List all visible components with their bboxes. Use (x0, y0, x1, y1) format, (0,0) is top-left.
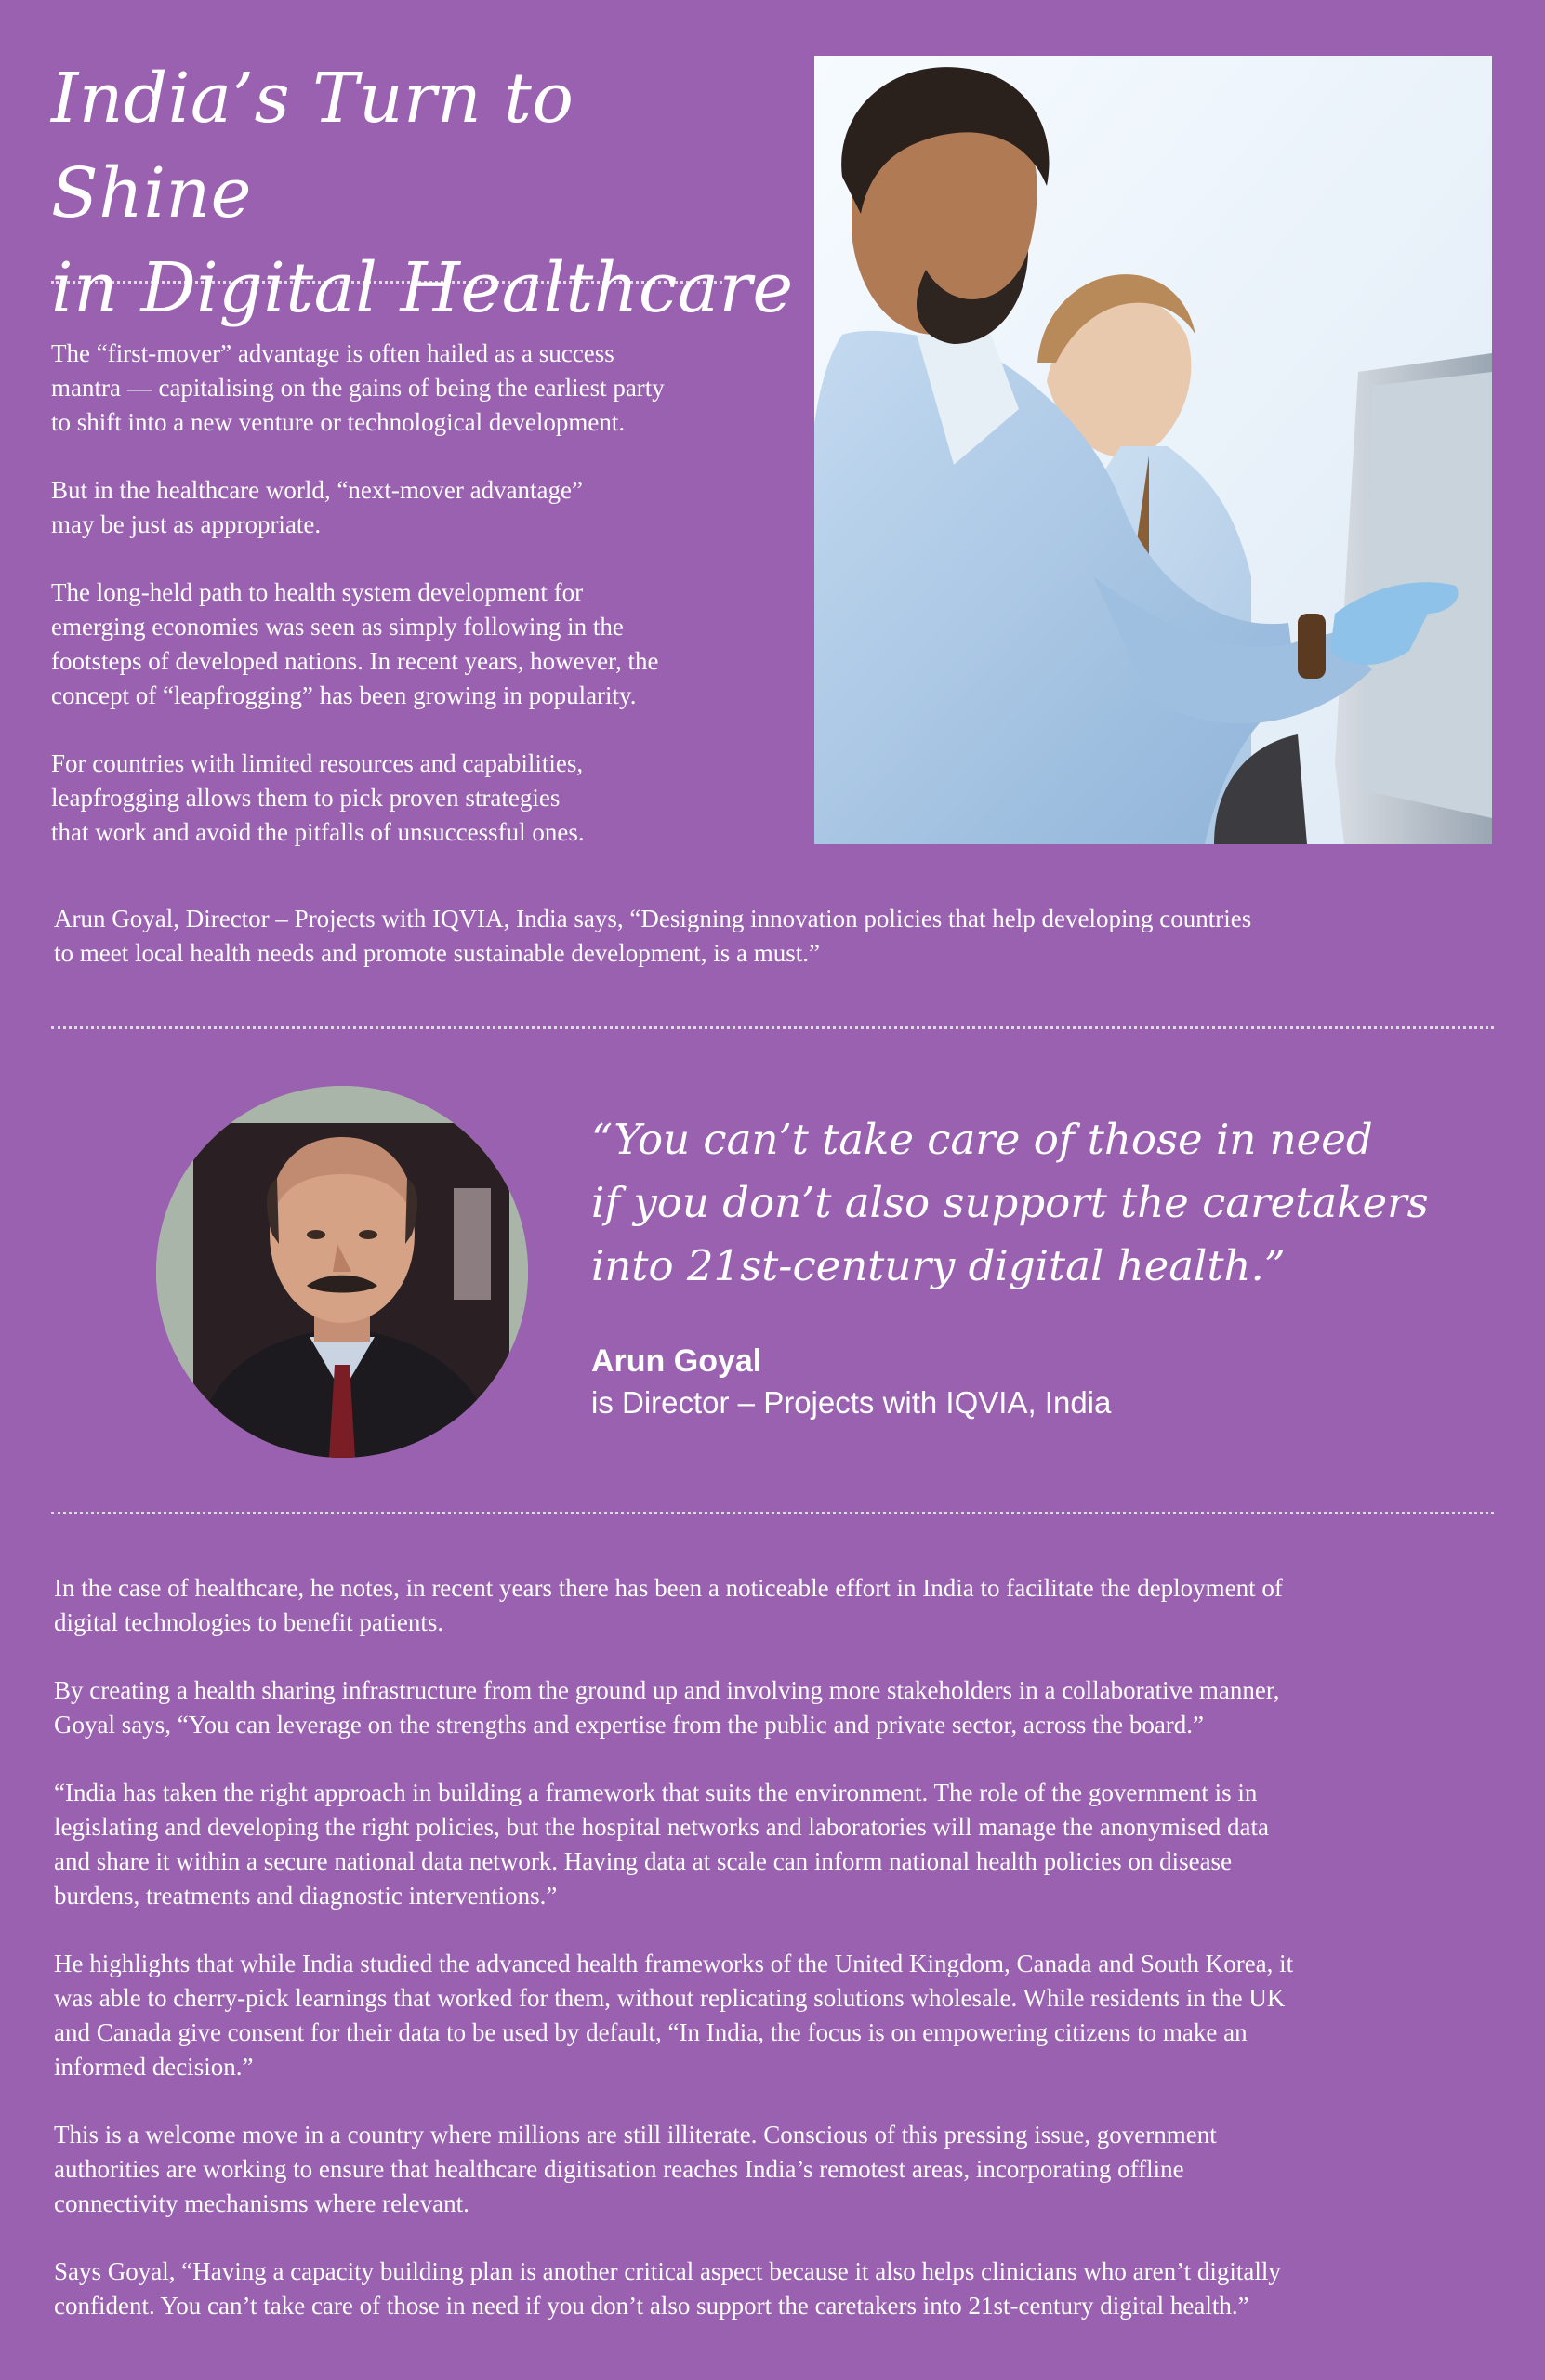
intro-paragraph-1: The “first-mover” advantage is often hailed as a success mantra — capitalising on the gains of being the earliest party to shift into a new venture or technological development. (51, 339, 665, 436)
body-paragraph-4: He highlights that while India studied the advanced health frameworks of the United Kingdom, Canada and South Korea, it was able to cherry-pick learnings that worked for them, without replicating solutions wholesale. While residents in the UK and Canada give consent for their data to be used by default, “In India, the focus is on empowering citizens to make an informed decision.” (54, 1950, 1294, 2081)
intro-paragraph-4: For countries with limited resources and capabilities, leapfrogging allows them to pick proven strategies that work and avoid the pitfalls of unsuccessful ones. (51, 749, 585, 846)
body-paragraph-6: Says Goyal, “Having a capacity building plan is another critical aspect because it also helps clinicians who aren’t digitally confident. You can’t take care of those in need if you don’t also support the caretakers into 21st-century digital health.” (54, 2257, 1281, 2320)
body-paragraph-3: “India has taken the right approach in building a framework that suits the environment. The role of the government is in legislating and developing the right policies, but the hospital networks and laboratories will manage the anonymised data and share it within a secure national data network. Having data at scale can inform national health policies on disease burdens, treatments and diagnostic interventions.” (54, 1778, 1269, 1910)
speaker-role: is Director – Projects with IQVIA, India (591, 1385, 1112, 1420)
body-paragraph-5: This is a welcome move in a country where millions are still illiterate. Conscious of this pressing issue, government authorities are working to ensure that healthcare digitisation reaches India’s remotest areas, incorporating offline connectivity mechanisms where relevant. (54, 2121, 1217, 2217)
avatar (156, 1086, 528, 1458)
intro-paragraph-2: But in the healthcare world, “next-mover advantage” may be just as appropriate. (51, 476, 584, 538)
goyal-attribution: Arun Goyal, Director – Projects with IQVIA, India says, “Designing innovation policies that help developing countries to meet local health needs and promote sustainable development, is a must.” (54, 905, 1252, 967)
speaker-name: Arun Goyal (591, 1343, 762, 1379)
pull-quote (591, 1108, 1502, 1298)
dotted-divider-title (51, 281, 722, 284)
dotted-divider-quote-top (51, 1026, 1494, 1029)
portrait-illustration (156, 1086, 528, 1458)
hero-photo-lab-workers (814, 56, 1492, 844)
pull-quote-line-1: “You can’t take care of those in need (591, 1115, 1373, 1164)
title-line-1: India’s Turn to Shine (51, 59, 574, 233)
pull-quote-line-3: into 21st-century digital health.” (591, 1241, 1286, 1290)
article-title (51, 51, 795, 336)
body-section (54, 1571, 1513, 2357)
intro-section (51, 337, 776, 883)
dotted-divider-quote-bottom (51, 1512, 1494, 1514)
hero-photo-illustration (814, 56, 1492, 844)
pull-quote-line-2: if you don’t also support the caretakers (591, 1178, 1429, 1227)
title-line-2: in Digital Healthcare (51, 248, 794, 328)
body-paragraph-2: By creating a health sharing infrastructure from the ground up and involving more stakeholders in a collaborative manner, Goyal says, “You can leverage on the strengths and expertise from the public and private sector, across the board.” (54, 1676, 1280, 1739)
intro-paragraph-3: The long-held path to health system development for emerging economies was seen as simply following in the footsteps of developed nations. In recent years, however, the concept of “leapfrogging” has been growing in popularity. (51, 578, 659, 709)
body-paragraph-1: In the case of healthcare, he notes, in recent years there has been a noticeable effort in India to facilitate the deployment of digital technologies to benefit patients. (54, 1574, 1283, 1636)
